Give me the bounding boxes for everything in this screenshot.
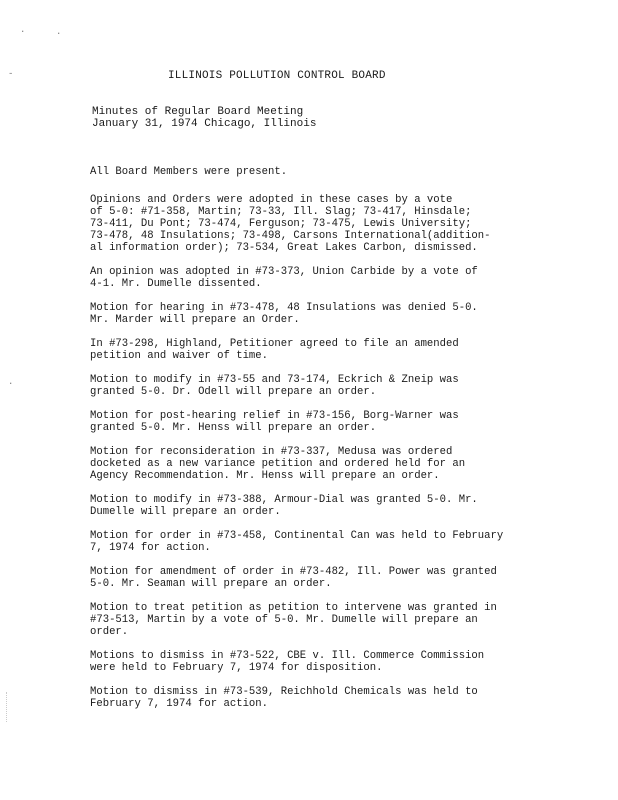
scan-smudge	[6, 692, 29, 722]
scan-mark: ·	[20, 27, 26, 37]
paragraph-martin-intervene: Motion to treat petition as petition to intervene was granted in #73-513, Martin by a vote of 5-0. Mr. Dumelle will prepare an order.	[90, 602, 497, 638]
meeting-title: Minutes of Regular Board Meeting	[92, 106, 304, 118]
paragraph-eckrich: Motion to modify in #73-55 and 73-174, Eckrich & Zneip was granted 5-0. Dr. Odell will prepare an order.	[90, 374, 459, 398]
paragraph-insulations-hearing: Motion for hearing in #73-478, 48 Insulations was denied 5-0. Mr. Marder will prepare an Order.	[90, 302, 478, 326]
paragraph-union-carbide: An opinion was adopted in #73-373, Union Carbide by a vote of 4-1. Mr. Dumelle dissented.	[90, 266, 478, 290]
paragraph-attendance: All Board Members were present.	[90, 166, 288, 178]
meeting-date-location: January 31, 1974 Chicago, Illinois	[92, 118, 317, 130]
paragraph-reichhold: Motion to dismiss in #73-539, Reichhold Chemicals was held to February 7, 1974 for action.	[90, 686, 478, 710]
paragraph-borg-warner: Motion for post-hearing relief in #73-156, Borg-Warner was granted 5-0. Mr. Henss will prepare an order.	[90, 410, 459, 434]
scan-mark: ·	[8, 379, 14, 389]
paragraph-armour-dial: Motion to modify in #73-388, Armour-Dial was granted 5-0. Mr. Dumelle will prepare an order.	[90, 494, 478, 518]
paragraph-opinions-adopted: Opinions and Orders were adopted in these cases by a vote of 5-0: #71-358, Martin; 73-33, Ill. Slag; 73-417, Hinsdale; 73-411, Du Pont; 73-474, Ferguson; 73-475, Lewis University; 73-478, 48 Insulations; 73-498, Carsons International(addition- al information order); 73-534, Great Lakes Carbon, dismissed.	[90, 194, 491, 254]
meeting-info	[92, 106, 316, 130]
paragraph-highland: In #73-298, Highland, Petitioner agreed to file an amended petition and waiver of time.	[90, 338, 459, 362]
paragraph-ill-power: Motion for amendment of order in #73-482, Ill. Power was granted 5-0. Mr. Seaman will prepare an order.	[90, 566, 497, 590]
scan-mark: -	[8, 69, 14, 79]
scan-mark: ·	[56, 29, 62, 39]
paragraph-continental-can: Motion for order in #73-458, Continental Can was held to February 7, 1974 for action.	[90, 530, 504, 554]
paragraph-cbe: Motions to dismiss in #73-522, CBE v. Ill. Commerce Commission were held to February 7, 1974 for disposition.	[90, 650, 485, 674]
paragraph-medusa: Motion for reconsideration in #73-337, Medusa was ordered docketed as a new variance petition and ordered held for an Agency Recommendation. Mr. Henss will prepare an order.	[90, 446, 466, 482]
document-header: ILLINOIS POLLUTION CONTROL BOARD	[168, 70, 386, 82]
minutes-body	[90, 166, 568, 722]
